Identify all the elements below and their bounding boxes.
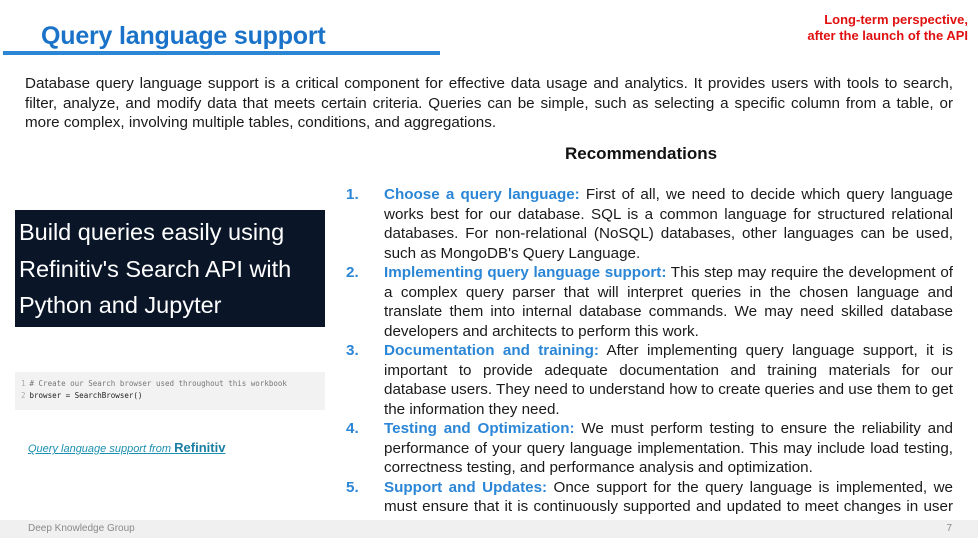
recommendation-text: This step may require the development of a complex query parser that will interpret queries in the chosen language and translate them into internal database commands. We may need skilled database developers and architects to perform this work. (384, 264, 953, 340)
code-snippet (15, 372, 325, 410)
recommendation-number: 3. (346, 342, 359, 359)
recommendations-list (346, 185, 953, 536)
recommendation-number: 4. (346, 420, 359, 437)
recommendation-text: Once support for the query language is implemented, we must ensure that it is continuously supported and updated to meet changes in user (384, 478, 953, 515)
recommendation-number: 5. (346, 478, 359, 496)
recommendation-item (346, 419, 953, 478)
recommendation-title: Support and Updates: (384, 478, 548, 496)
source-link-brand: Refinitiv (174, 440, 226, 455)
intro-paragraph: Database query language support is a critical component for effective data usage and analytics. It provides users with tools to search, filter, analyze, and modify data that meets certain criteria. Queries can be simple, such as selecting a specific column from a table, or more complex, involving multiple tables, conditions, and aggregations. (25, 75, 953, 132)
title-underline (3, 51, 440, 55)
banner-line-3: Python and Jupyter (19, 292, 222, 318)
recommendation-title: Documentation and training: (384, 342, 599, 359)
top-note-line-1: Long-term perspective, (824, 12, 968, 27)
top-note-line-2: after the launch of the API (807, 28, 968, 43)
top-note (807, 12, 968, 44)
code-line-2 (21, 390, 325, 402)
refinitiv-banner-image (15, 210, 325, 327)
recommendations-heading: Recommendations (565, 144, 718, 163)
recommendation-text: First of all, we need to decide which query language works best for our database. SQL is a common language for structured relational databases. For non-relational (NoSQL) databases, other languages can be used, such as MongoDB's Query Language. (384, 186, 953, 262)
recommendation-text: After implementing query language support, it is important to provide adequate documentation and training materials for our database users. They need to understand how to create queries and use them to get the information they need. (384, 342, 953, 418)
banner-line-1: Build queries easily using (19, 219, 285, 245)
recommendation-number: 2. (346, 264, 359, 281)
code-line-1 (21, 378, 325, 390)
recommendation-title: Testing and Optimization: (384, 420, 575, 437)
code-text: browser = SearchBrowser() (29, 391, 143, 400)
code-line-number: 1 (21, 379, 26, 388)
code-line-number: 2 (21, 391, 26, 400)
recommendation-title: Implementing query language support: (384, 264, 667, 281)
recommendation-item (346, 341, 953, 419)
slide-title: Query language support (41, 22, 326, 50)
banner-line-2: Refinitiv's Search API with (19, 255, 292, 282)
footer-bar (0, 520, 978, 538)
recommendation-title: Choose a query language: (384, 186, 580, 203)
source-link-prefix: Query language support from (28, 443, 175, 455)
recommendation-item (346, 185, 953, 263)
recommendation-text: We must perform testing to ensure the reliability and performance of your query language implementation. This may include load testing, correctness testing, and performance analysis and optimization. (384, 420, 953, 476)
source-link[interactable] (28, 440, 225, 455)
page-number: 7 (946, 523, 952, 534)
recommendation-number: 1. (346, 186, 359, 203)
recommendation-item (346, 263, 953, 341)
footer-organization: Deep Knowledge Group (28, 523, 135, 534)
code-text: # Create our Search browser used throughout this workbook (29, 379, 287, 388)
